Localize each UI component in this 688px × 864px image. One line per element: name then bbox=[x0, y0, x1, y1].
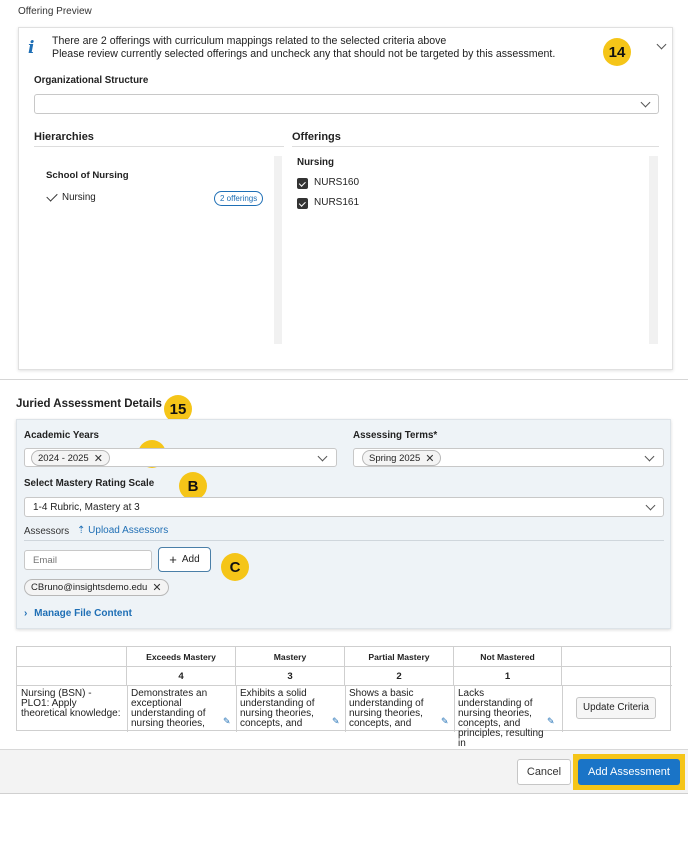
assessors-label: Assessors bbox=[24, 526, 70, 537]
rubric-col-divider bbox=[454, 686, 455, 732]
org-structure-label: Organizational Structure bbox=[34, 75, 149, 86]
assessors-divider bbox=[24, 540, 664, 541]
update-criteria-button[interactable] bbox=[576, 697, 656, 719]
offering-checkbox-nurs160[interactable] bbox=[297, 178, 308, 189]
checkmark-icon bbox=[46, 190, 57, 201]
rubric-row-label: Nursing (BSN) - PLO1: Apply theoretical knowledge: bbox=[21, 688, 121, 719]
offering-row-nurs161[interactable] bbox=[297, 197, 417, 211]
offerings-label: Offerings bbox=[292, 131, 341, 143]
info-banner bbox=[19, 28, 672, 72]
rubric-score: 3 bbox=[236, 667, 345, 686]
offering-checkbox-nurs161[interactable] bbox=[297, 198, 308, 209]
rubric-col-divider bbox=[236, 686, 237, 732]
rubric-header: Partial Mastery bbox=[345, 647, 454, 667]
assessor-chip[interactable] bbox=[24, 579, 169, 596]
update-criteria-label: Update Criteria bbox=[583, 702, 649, 713]
juried-heading: Juried Assessment Details bbox=[16, 398, 162, 410]
edit-pencil-icon[interactable]: ✎ bbox=[223, 716, 231, 726]
rubric-cell[interactable]: Shows a basic understanding of nursing theories, concepts, and bbox=[349, 688, 424, 729]
org-structure-select[interactable] bbox=[34, 94, 659, 114]
rubric-header-blank bbox=[562, 647, 672, 667]
add-assessment-button[interactable] bbox=[578, 759, 680, 785]
hierarchy-school: School of Nursing bbox=[46, 170, 129, 181]
hierarchy-item[interactable] bbox=[46, 191, 266, 207]
hierarchies-divider bbox=[34, 146, 284, 147]
offerings-scrollbar[interactable] bbox=[649, 156, 658, 344]
footer-bar bbox=[0, 749, 688, 794]
rubric-col-divider bbox=[562, 686, 563, 732]
section-divider bbox=[0, 379, 688, 380]
offerings-group-label: Nursing bbox=[297, 157, 335, 168]
mastery-scale-label: Select Mastery Rating Scale bbox=[24, 478, 155, 489]
upload-icon: ⇡ bbox=[77, 525, 86, 536]
assessing-terms-select[interactable] bbox=[353, 448, 664, 467]
rubric-col-divider bbox=[345, 686, 346, 732]
rubric-score-blank bbox=[562, 667, 672, 686]
hierarchies-label: Hierarchies bbox=[34, 131, 94, 143]
collapse-chevron-icon[interactable] bbox=[657, 40, 667, 50]
rubric-header-blank bbox=[17, 647, 127, 667]
rubric-table bbox=[16, 646, 671, 749]
rubric-cell[interactable]: Exhibits a solid understanding of nursing theories, concepts, and bbox=[240, 688, 315, 729]
offering-preview-panel bbox=[18, 27, 673, 370]
rubric-cell[interactable]: Lacks understanding of nursing theories, concepts, and principles, resulting in bbox=[458, 688, 544, 749]
rubric-cell[interactable]: Demonstrates an exceptional understanding of nursing theories, bbox=[131, 688, 208, 729]
callout-14: 14 bbox=[603, 38, 631, 66]
chevron-down-icon bbox=[318, 452, 328, 462]
manage-file-content-toggle[interactable] bbox=[24, 608, 132, 619]
offering-row-nurs160[interactable] bbox=[297, 177, 417, 191]
rubric-header: Exceeds Mastery bbox=[127, 647, 236, 667]
offering-label-nurs161: NURS161 bbox=[314, 197, 360, 208]
callout-15: 15 bbox=[164, 395, 192, 423]
chevron-down-icon bbox=[645, 452, 655, 462]
edit-pencil-icon[interactable]: ✎ bbox=[441, 716, 449, 726]
cancel-button[interactable] bbox=[517, 759, 571, 785]
assessing-terms-chip-label: Spring 2025 bbox=[369, 452, 421, 464]
chevron-right-icon: › bbox=[24, 608, 28, 619]
rubric-score: 4 bbox=[127, 667, 236, 686]
assessing-terms-chip[interactable] bbox=[362, 450, 441, 466]
info-line-2: Please review currently selected offerings and uncheck any that should not be targeted by this assessment. bbox=[52, 48, 556, 60]
academic-years-chip[interactable] bbox=[31, 450, 110, 466]
juried-panel bbox=[16, 419, 671, 629]
remove-chip-icon[interactable]: ✕ bbox=[93, 452, 103, 465]
callout-b: B bbox=[179, 472, 207, 500]
add-assessor-button[interactable] bbox=[158, 547, 211, 572]
rubric-header: Mastery bbox=[236, 647, 345, 667]
plus-icon: + bbox=[169, 552, 177, 567]
upload-assessors-label: Upload Assessors bbox=[88, 525, 169, 536]
offering-preview-heading: Offering Preview bbox=[18, 6, 92, 17]
chevron-down-icon bbox=[646, 501, 656, 511]
offering-label-nurs160: NURS160 bbox=[314, 177, 360, 188]
upload-assessors-link[interactable] bbox=[77, 525, 168, 536]
offerings-divider bbox=[292, 146, 659, 147]
edit-pencil-icon[interactable]: ✎ bbox=[547, 716, 555, 726]
hierarchy-item-label: Nursing bbox=[62, 192, 96, 203]
email-input[interactable] bbox=[24, 550, 152, 570]
rubric-score: 2 bbox=[345, 667, 454, 686]
academic-years-label: Academic Years bbox=[24, 430, 99, 441]
info-icon: i bbox=[28, 38, 35, 58]
assessing-terms-label: Assessing Terms* bbox=[353, 430, 438, 441]
remove-chip-icon[interactable]: ✕ bbox=[152, 582, 162, 594]
rubric-score: 1 bbox=[454, 667, 562, 686]
assessor-chip-label: CBruno@insightsdemo.edu bbox=[31, 582, 148, 593]
add-assessor-label: Add bbox=[181, 554, 200, 565]
hierarchies-scrollbar[interactable] bbox=[274, 156, 282, 344]
rubric-header: Not Mastered bbox=[454, 647, 562, 667]
mastery-scale-value: 1-4 Rubric, Mastery at 3 bbox=[33, 502, 140, 513]
chevron-down-icon bbox=[641, 98, 651, 108]
manage-file-content-label: Manage File Content bbox=[34, 608, 132, 619]
info-line-1: There are 2 offerings with curriculum mappings related to the selected criteria above bbox=[52, 35, 447, 47]
callout-c: C bbox=[221, 553, 249, 581]
edit-pencil-icon[interactable]: ✎ bbox=[332, 716, 340, 726]
offerings-count-badge: 2 offerings bbox=[214, 191, 263, 206]
academic-years-chip-label: 2024 - 2025 bbox=[38, 452, 89, 464]
rubric-score-blank bbox=[17, 667, 127, 686]
add-assessment-highlight bbox=[573, 754, 685, 790]
add-assessment-label: Add Assessment bbox=[588, 766, 670, 778]
rubric-col-divider bbox=[127, 686, 128, 732]
remove-chip-icon[interactable]: ✕ bbox=[425, 452, 435, 465]
cancel-label: Cancel bbox=[526, 766, 562, 778]
academic-years-select[interactable] bbox=[24, 448, 337, 467]
mastery-scale-select[interactable] bbox=[24, 497, 664, 517]
